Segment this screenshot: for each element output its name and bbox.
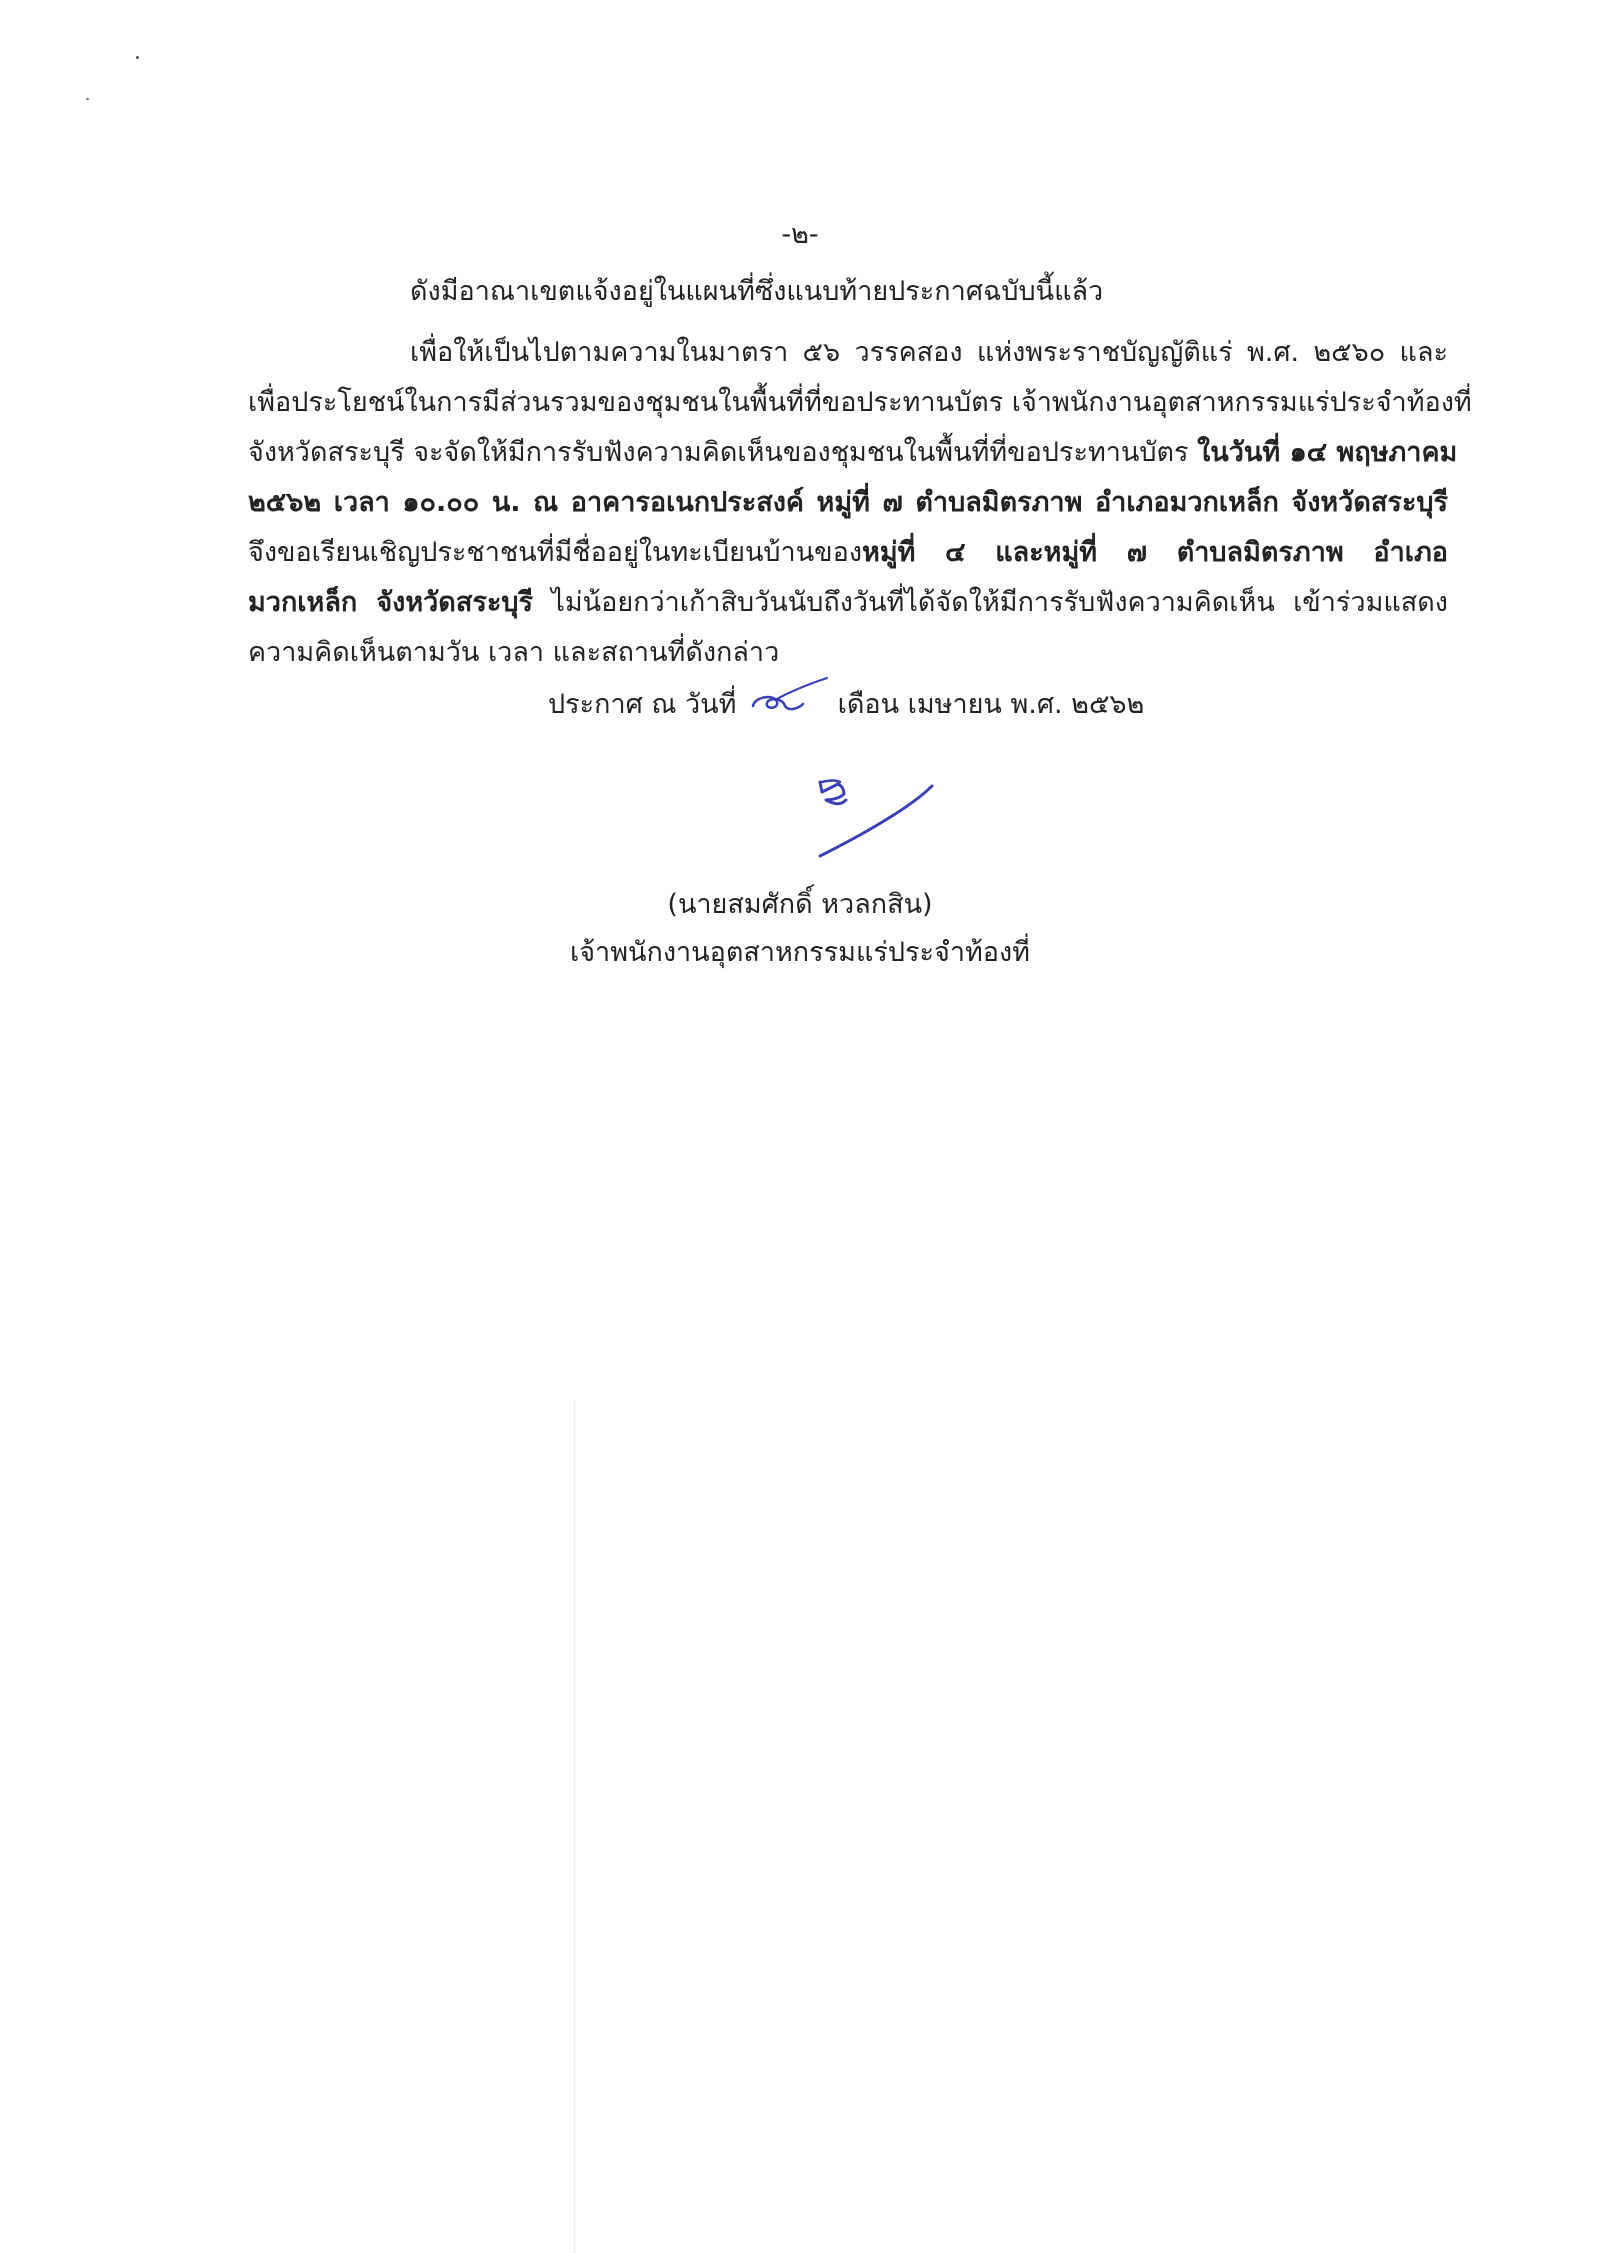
intro-line: ดังมีอาณาเขตแจ้งอยู่ในแผนที่ซึ่งแนบท้ายประกาศฉบับนี้แล้ว — [410, 276, 1104, 307]
page-number: -๒- — [781, 219, 819, 250]
district-bold: มวกเหล็ก จังหวัดสระบุรี — [248, 587, 533, 618]
paragraph-line: เพื่อประโยชน์ในการมีส่วนรวมของชุมชนในพื้นที่ที่ขอประทานบัตร เจ้าพนักงานอุตสาหกรรมแร่ประจำท้องที่ — [248, 387, 1472, 418]
handwritten-day-icon — [745, 676, 829, 720]
paragraph-text: ไม่น้อยกว่าเก้าสิบวันนับถึงวันที่ได้จัดให้มีการรับฟังความคิดเห็น เข้าร่วมแสดง — [551, 587, 1448, 618]
scan-speck — [86, 98, 89, 100]
paragraph-line — [248, 578, 1448, 628]
announcement-prefix: ประกาศ ณ วันที่ — [548, 689, 737, 720]
village-bold: หมู่ที่ ๔ และหมู่ที่ ๗ ตำบลมิตรภาพ อำเภอ — [862, 537, 1448, 568]
signatory-title: เจ้าพนักงานอุตสาหกรรมแร่ประจำท้องที่ — [570, 937, 1030, 968]
announcement-suffix: เดือน เมษายน พ.ศ. ๒๕๖๒ — [837, 689, 1145, 720]
paragraph-line — [248, 528, 1448, 578]
announcement-date-line — [548, 685, 1144, 726]
meeting-date-bold: ในวันที่ ๑๔ พฤษภาคม — [1197, 437, 1458, 468]
body-paragraph — [248, 328, 1472, 678]
paragraph-line — [248, 478, 1448, 528]
signatory-name: (นายสมศักดิ์ หวลกสิน) — [667, 889, 933, 920]
scan-speck — [136, 56, 139, 59]
meeting-time-place-bold: ๒๕๖๒ เวลา ๑๐.๐๐ น. ณ อาคารอเนกประสงค์ หมู่ที่ ๗ ตำบลมิตรภาพ อำเภอมวกเหล็ก จังหวัดสระบุรี — [248, 487, 1448, 518]
paragraph-text: จังหวัดสระบุรี จะจัดให้มีการรับฟังความคิดเห็นของชุมชนในพื้นที่ที่ขอประทานบัตร — [248, 437, 1189, 468]
paragraph-line: ความคิดเห็นตามวัน เวลา และสถานที่ดังกล่าว — [248, 637, 780, 668]
signature-icon — [800, 770, 960, 870]
handwritten-day — [745, 686, 829, 726]
paragraph-text: จึงขอเรียนเชิญประชาชนที่มีชื่ออยู่ในทะเบียนบ้านของ — [248, 537, 863, 568]
paragraph-line: เพื่อให้เป็นไปตามความในมาตรา ๕๖ วรรคสอง แห่งพระราชบัญญัติแร่ พ.ศ. ๒๕๖๐ และ — [410, 337, 1448, 368]
paragraph-line — [248, 428, 1458, 478]
scan-artifact-line — [574, 1400, 575, 2253]
